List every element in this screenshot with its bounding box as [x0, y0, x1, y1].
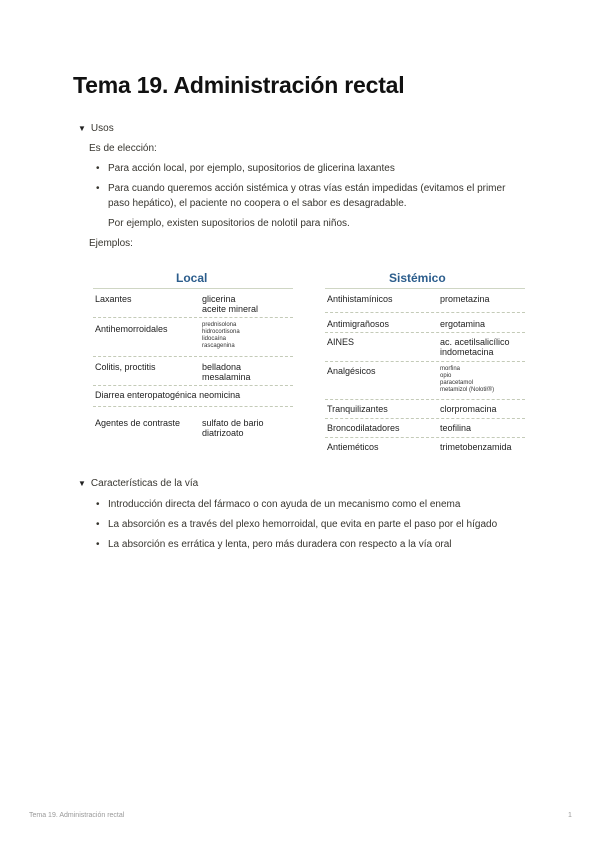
list-item	[96, 181, 528, 211]
table-cell	[202, 362, 251, 382]
table-cell	[440, 337, 510, 357]
table-cell: Laxantes	[95, 294, 132, 304]
table-cell: Colitis, proctitis	[95, 362, 156, 372]
examples-label: Ejemplos:	[89, 238, 133, 249]
table-divider	[325, 312, 525, 313]
local-table	[93, 288, 293, 438]
list-item	[96, 517, 528, 532]
table-cell: teofilina	[440, 423, 472, 433]
cell-line: hidrocortisona	[202, 329, 240, 335]
table-cell: prometazina	[440, 294, 490, 304]
table-cell: Antihemorroidales	[95, 324, 168, 334]
table-cell: Antihistamínicos	[327, 294, 393, 304]
cell-line: paracetamol	[440, 380, 474, 386]
list-item	[96, 537, 528, 552]
cell-line: mesalamina	[202, 372, 251, 382]
table-cell: ergotamina	[440, 319, 486, 329]
table-divider	[325, 437, 525, 438]
table-cell	[440, 366, 494, 394]
list-item-text: La absorción es a través del plexo hemorroidal, que evita en parte el paso por el hígado	[108, 519, 498, 530]
systemic-table	[325, 288, 525, 458]
cell-line: diatrizoato	[202, 428, 244, 438]
list-item	[96, 161, 528, 176]
bullet-icon: •	[96, 163, 100, 174]
table-cell: Broncodilatadores	[327, 423, 400, 433]
cell-line: opio	[440, 373, 452, 379]
table-divider	[93, 385, 293, 386]
table-cell: trimetobenzamida	[440, 442, 512, 452]
table-cell: Tranquilizantes	[327, 404, 388, 414]
list-item-text: Para cuando queremos acción sistémica y otras vías están impedidas (evitamos el primer paso hepático), el paciente no coopera o el sabor es desagradable.	[108, 183, 506, 209]
footer-title: Tema 19. Administración rectal	[29, 812, 125, 819]
table-divider	[325, 332, 525, 333]
toggle-usos[interactable]	[78, 123, 114, 134]
usos-note: Por ejemplo, existen supositorios de nolotil para niños.	[108, 218, 350, 229]
table-divider	[325, 361, 525, 362]
table-cell	[202, 322, 240, 350]
table-cell: AINES	[327, 337, 355, 347]
table-divider	[325, 418, 525, 419]
toggle-caracteristicas[interactable]	[78, 478, 198, 489]
cell-line: lidocaína	[202, 336, 227, 342]
table-cell: Antieméticos	[327, 442, 379, 452]
table-cell	[202, 418, 264, 438]
table-divider	[93, 356, 293, 357]
table-divider	[93, 317, 293, 318]
triangle-down-icon: ▼	[78, 479, 86, 488]
usos-intro: Es de elección:	[89, 143, 157, 154]
triangle-down-icon: ▼	[78, 124, 86, 133]
cell-line: belladona	[202, 362, 242, 372]
list-item	[96, 497, 528, 512]
list-item-text: Para acción local, por ejemplo, supositorios de glicerina laxantes	[108, 163, 395, 174]
page-number: 1	[568, 812, 572, 819]
bullet-icon: •	[96, 539, 100, 550]
table-cell	[202, 294, 258, 314]
bullet-icon: •	[96, 499, 100, 510]
table-cell: Agentes de contraste	[95, 418, 181, 428]
cell-line: glicerina	[202, 294, 236, 304]
bullet-icon: •	[96, 519, 100, 530]
cell-line: ac. acetilsalicílico	[440, 337, 510, 347]
table-cell: Antimigrañosos	[327, 319, 390, 329]
cell-line: prednisolona	[202, 322, 237, 328]
toggle-usos-label: Usos	[90, 123, 114, 134]
page-title: Tema 19. Administración rectal	[73, 72, 405, 98]
systemic-table-title: Sistémico	[389, 271, 446, 285]
table-cell: Analgésicos	[327, 366, 376, 376]
table-divider	[325, 399, 525, 400]
cell-line: indometacina	[440, 347, 494, 357]
table-divider	[93, 288, 293, 289]
bullet-icon: •	[96, 183, 100, 194]
toggle-caracteristicas-label: Características de la vía	[90, 478, 199, 489]
table-divider	[325, 288, 525, 289]
cell-line: aceite mineral	[202, 304, 259, 314]
cell-line: morfina	[440, 366, 461, 372]
table-cell: Diarrea enteropatogénica neomicina	[95, 390, 241, 400]
cell-line: rascagenina	[202, 343, 235, 349]
table-cell: clorpromacina	[440, 404, 497, 414]
local-table-title: Local	[176, 271, 208, 285]
cell-line: metamizol (Nolotil®)	[440, 387, 495, 393]
list-item-text: Introducción directa del fármaco o con ayuda de un mecanismo como el enema	[108, 499, 461, 510]
list-item-text: La absorción es errática y lenta, pero más duradera con respecto a la vía oral	[108, 539, 452, 550]
cell-line: sulfato de bario	[202, 418, 264, 428]
table-divider	[93, 406, 293, 407]
